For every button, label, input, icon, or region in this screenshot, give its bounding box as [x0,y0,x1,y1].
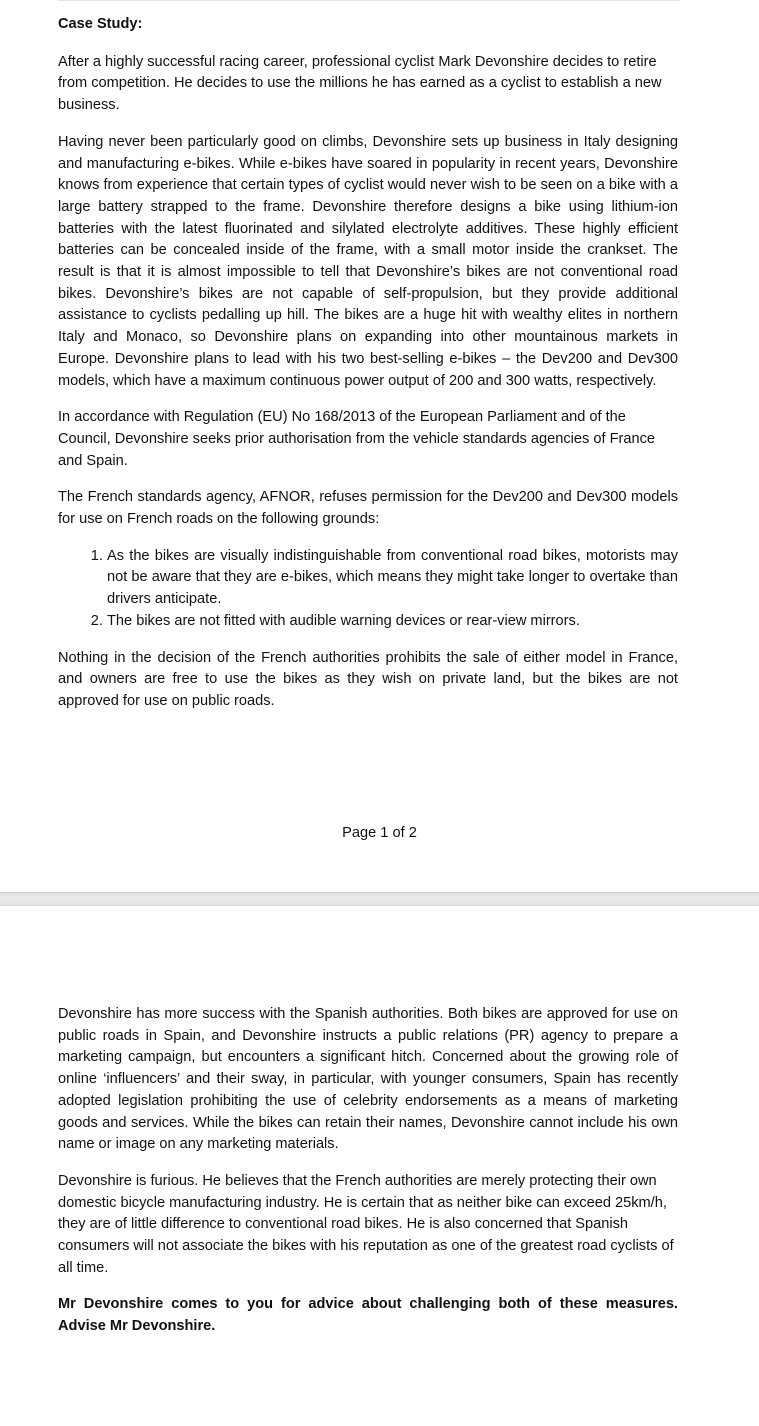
intro-paragraph: After a highly successful racing career, professional cyclist Mark Devonshire decides to retire from competition. He decides to use the millions he has earned as a cyclist to establish a new business. [58,53,662,114]
afnor-paragraph: The French standards agency, AFNOR, refuses permission for the Dev200 and Dev300 models for use on French roads on the following grounds: [58,489,678,528]
spain-paragraph: Devonshire has more success with the Spanish authorities. Both bikes are approved for use on public roads in Spain, and Devonshire instructs a public relations (PR) agency to prepare a marketing campaign, but encounters a significant hitch. Concerned about the growing role of online ‘influencers’ and their sway, in particular, with younger consumers, Spain has recently adopted legislation prohibiting the use of celebrity endorsements as a means of marketing goods and services. While the bikes can retain their names, Devonshire cannot include his own name or image on any marketing materials. [58,1006,678,1153]
advice-instruction: Mr Devonshire comes to you for advice about challenging both of these measures. Advise Mr Devonshire. [58,1296,678,1335]
page-1-content [58,14,678,728]
page-2-content [58,1004,678,1353]
page-number: Page 1 of 2 [342,825,417,841]
ground-item-1: 1. As the bikes are visually indistinguishable from conventional road bikes, motorists may not be aware that they are e-bikes, which means they might take longer to overtake than drivers anticipate. [107,546,678,611]
business-paragraph: Having never been particularly good on climbs, Devonshire sets up business in Italy designing and manufacturing e-bikes. While e-bikes have soared in popularity in recent years, Devonshire knows from experience that certain types of cyclist would never wish to be seen on a bike with a large battery strapped to the frame. Devonshire therefore designs a bike using lithium-ion batteries with the latest fluorinated and silylated electrolyte additives. These highly efficient batteries can be concealed inside of the frame, with a small motor inside the crankset. The result is that it is almost impossible to tell that Devonshire’s bikes are not conventional road bikes. Devonshire’s bikes are not capable of self-propulsion, but they provide additional assistance to cyclists pedalling up hill. The bikes are a huge hit with wealthy elites in northern Italy and Monaco, so Devonshire plans on expanding into other mountainous markets in Europe. Devonshire plans to lead with his two best-selling e-bikes – the Dev200 and Dev300 models, which have a maximum continuous power output of 200 and 300 watts, respectively. [58,133,678,389]
case-study-heading: Case Study: [58,16,143,32]
document-page-2 [0,906,759,1426]
regulation-paragraph: In accordance with Regulation (EU) No 168/2013 of the European Parliament and of the Council, Devonshire seeks prior authorisation from the vehicle standards agencies of France and Spain. [58,409,656,469]
page-top-rule [58,0,680,1]
furious-paragraph: Devonshire is furious. He believes that the French authorities are merely protecting their own domestic bicycle manufacturing industry. He is certain that as neither bike can exceed 25km/h, they are of little difference to conventional road bikes. He is also concerned that Spanish consumers will not associate the bikes with his reputation as one of the greatest road cyclists of all time. [58,1172,674,1276]
closing-paragraph: Nothing in the decision of the French authorities prohibits the sale of either model in France, and owners are free to use the bikes as they wish on private land, but the bikes are not approved for use on public roads. [58,649,678,709]
ground-item-2: 2. The bikes are not fitted with audible warning devices or rear-view mirrors. [107,611,678,633]
grounds-list [58,546,678,633]
page-separator [0,892,759,906]
